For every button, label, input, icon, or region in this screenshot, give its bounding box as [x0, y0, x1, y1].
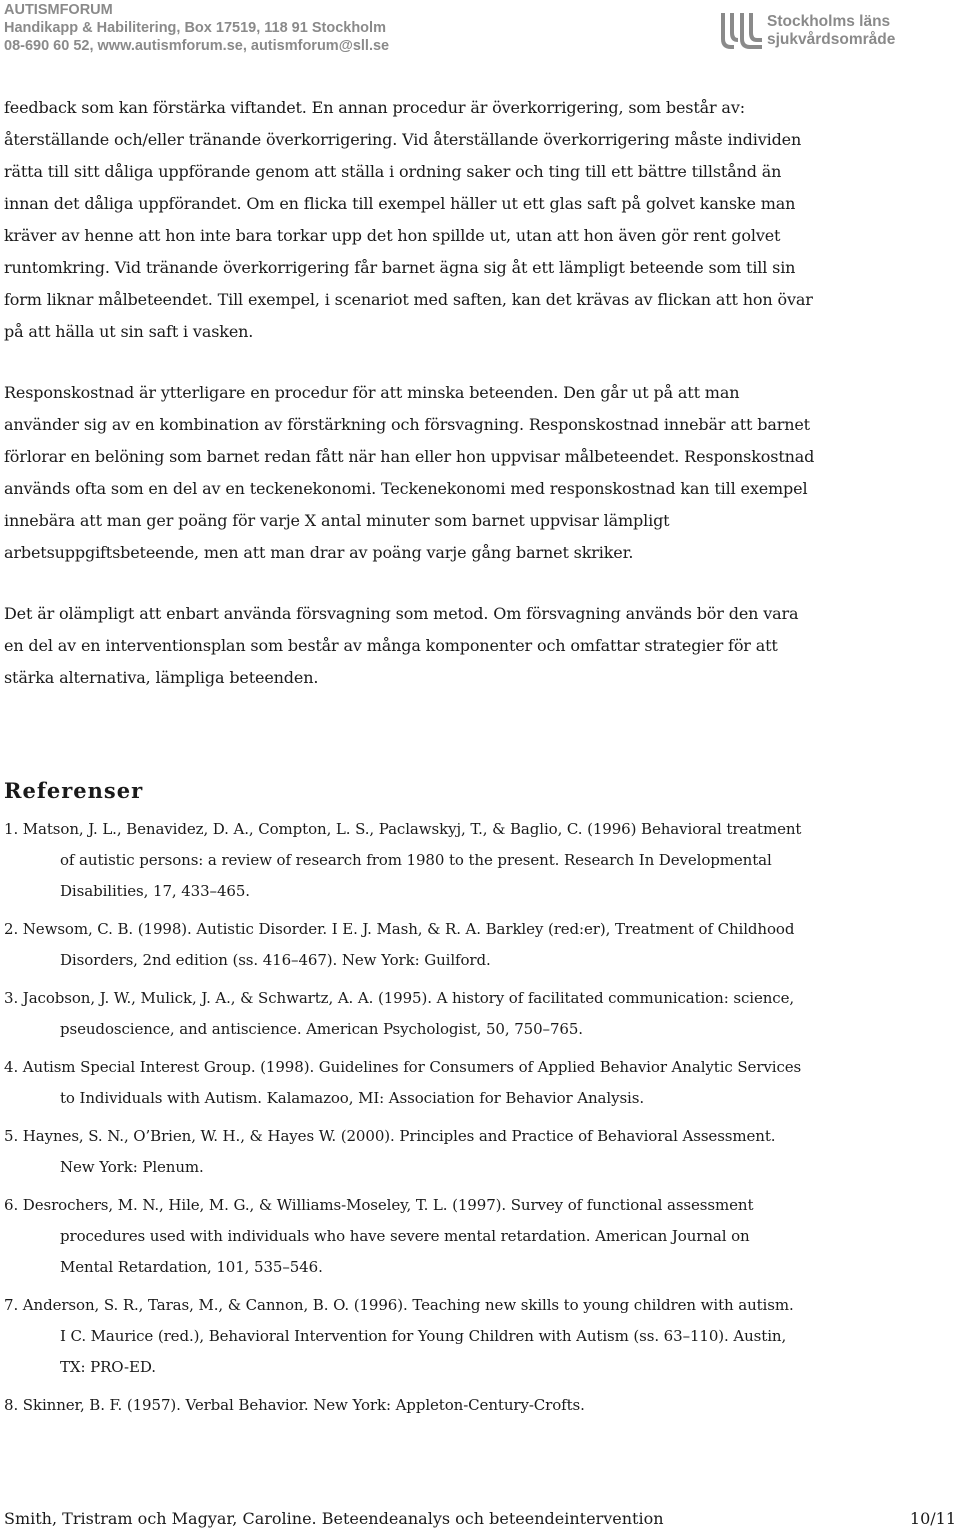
paragraph: Det är olämpligt att enbart använda försvagning som metod. Om försvagning används bör den vara en del av en interventionsplan som består av många komponenter och omfattar strategier för att stärka alternativa, lämpliga beteenden.	[4, 604, 799, 687]
reference-item: 3. Jacobson, J. W., Mulick, J. A., & Schwartz, A. A. (1995). A history of facilitated communication: science, pseudoscience, and antiscience. American Psychologist, 50, 750–765.	[4, 989, 795, 1038]
reference-item: 6. Desrochers, M. N., Hile, M. G., & Williams-Moseley, T. L. (1997). Survey of functional assessment procedures used with individuals who have severe mental retardation. American Journal on Mental Retardation, 101, 535–546.	[4, 1196, 754, 1276]
sll-logo-mark-icon	[720, 13, 764, 49]
paragraph: Responskostnad är ytterligare en procedur för att minska beteenden. Den går ut på att man använder sig av en kombination av förstärkning och försvagning. Responskostnad innebär att barnet förlorar en belöning som barnet redan fått när han eller hon uppvisar målbeteendet. Responskostnad används ofta som en del av en teckenekonomi. Teckenekonomi med responskostnad kan till exempel innebära att man ger poäng för varje X antal minuter som barnet uppvisar lämpligt arbetsuppgiftsbeteende, men att man drar av poäng varje gång barnet skriker.	[4, 383, 815, 562]
references-list	[4, 814, 804, 1428]
page-number: 10/11	[909, 1509, 956, 1528]
references-heading: Referenser	[4, 778, 144, 803]
stockholms-lans-logo	[720, 13, 920, 53]
logo-text	[767, 13, 895, 49]
reference-item: 5. Haynes, S. N., O’Brien, W. H., & Hayes W. (2000). Principles and Practice of Behavioral Assessment. New York: Plenum.	[4, 1127, 776, 1176]
logo-line-2: sjukvårdsområde	[767, 31, 896, 48]
reference-item: 7. Anderson, S. R., Taras, M., & Cannon, B. O. (1996). Teaching new skills to young children with autism. I C. Maurice (red.), Behavioral Intervention for Young Children with Autism (ss. 63–110). Austin, TX: PRO-ED.	[4, 1296, 794, 1376]
body-text	[4, 92, 819, 694]
paragraph: feedback som kan förstärka viftandet. En annan procedur är överkorrigering, som består av: återställande och/eller tränande överkorrigering. Vid återställande överkorrigering måste individen rätta till sitt dåliga uppförande genom att ställa i ordning saker och ting till ett bättre tillstånd än innan det dåliga uppförandet. Om en flicka till exempel häller ut ett glas saft på golvet kanske man kräver av henne att hon inte bara torkar upp det hon spillde ut, utan att hon även gör rent golvet runtomkring. Vid tränande överkorrigering får barnet ägna sig åt ett lämpligt beteende som till sin form liknar målbeteendet. Till exempel, i scenariot med saften, kan det krävas av flickan att hon övar på att hälla ut sin saft i vasken.	[4, 98, 813, 341]
org-info	[4, 1, 389, 55]
reference-item: 8. Skinner, B. F. (1957). Verbal Behavior. New York: Appleton-Century-Crofts.	[4, 1396, 585, 1414]
logo-line-1: Stockholms läns	[767, 13, 891, 30]
reference-item: 2. Newsom, C. B. (1998). Autistic Disorder. I E. J. Mash, & R. A. Barkley (red:er), Treatment of Childhood Disorders, 2nd edition (ss. 416–467). New York: Guilford.	[4, 920, 795, 969]
page-header	[0, 0, 960, 56]
org-address: Handikapp & Habilitering, Box 17519, 118 91 Stockholm	[4, 20, 386, 36]
reference-item: 4. Autism Special Interest Group. (1998). Guidelines for Consumers of Applied Behavior Analytic Services to Individuals with Autism. Kalamazoo, MI: Association for Behavior Analysis.	[4, 1058, 802, 1107]
org-name: AUTISMFORUM	[4, 2, 113, 18]
reference-item: 1. Matson, J. L., Benavidez, D. A., Compton, L. S., Paclawskyj, T., & Baglio, C. (1996) Behavioral treatment of autistic persons: a review of research from 1980 to the present. Research In Developmental Disabilities, 17, 433–465.	[4, 820, 802, 900]
org-contact: 08-690 60 52, www.autismforum.se, autismforum@sll.se	[4, 38, 390, 54]
footer-citation: Smith, Tristram och Magyar, Caroline. Beteendeanalys och beteendeintervention	[4, 1509, 664, 1528]
